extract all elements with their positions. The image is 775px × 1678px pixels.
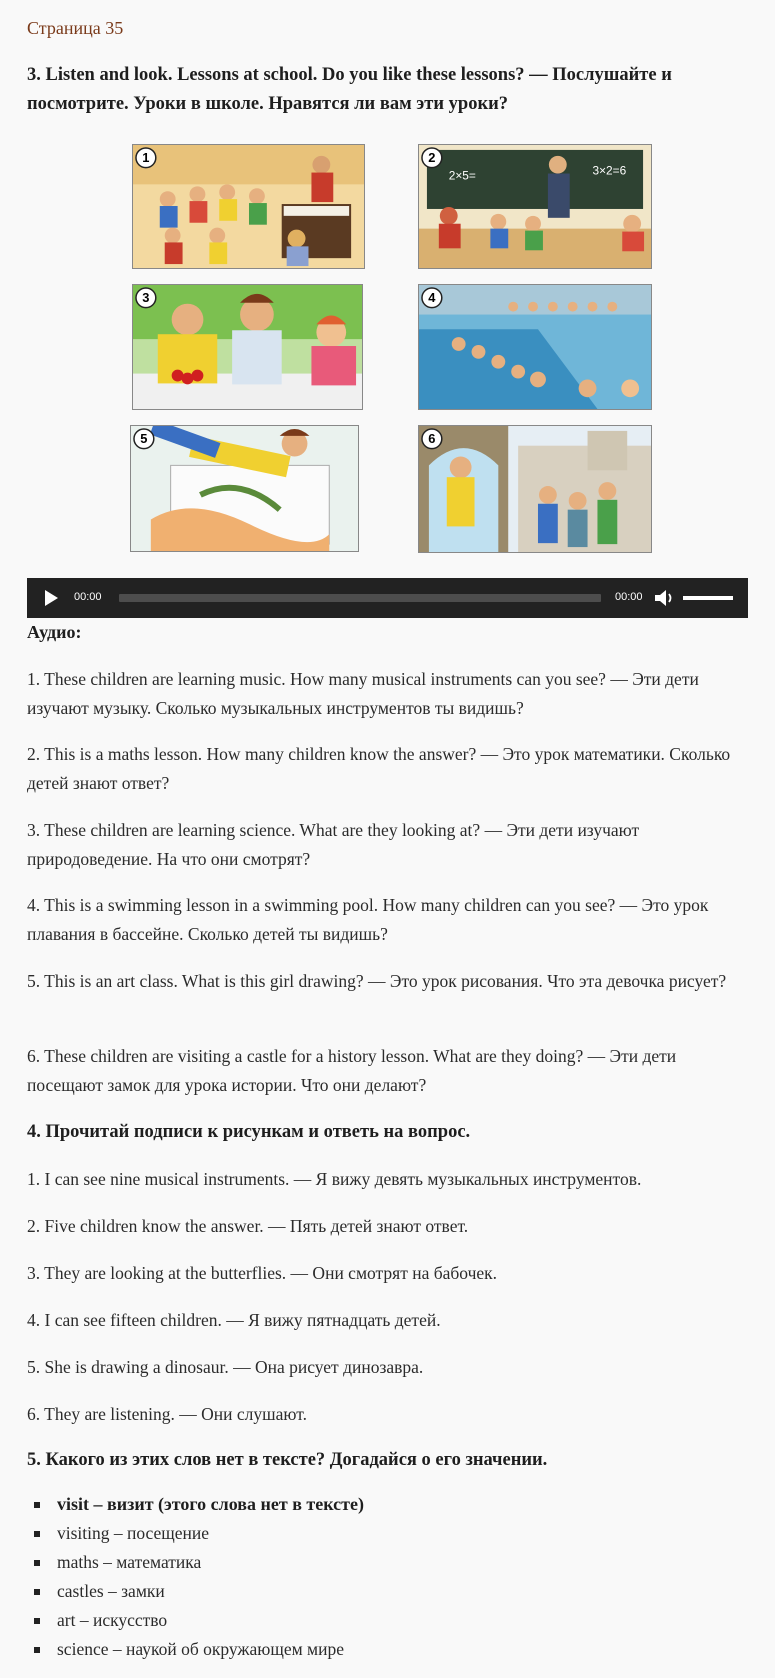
answer-2: 2. Five children know the answer. — Пять детей знают ответ. — [27, 1216, 469, 1236]
task-3-heading: 3. Listen and look. Lessons at school. Do you like these lessons? — Послушайте и посмотрите. Уроки в школе. Нравятся ли вам эти уроки? — [27, 65, 672, 114]
picture-number-6: 6 — [428, 431, 436, 447]
art-lesson-illustration — [130, 425, 359, 552]
page-label: Страница 35 — [27, 18, 124, 38]
picture-number-3: 3 — [142, 290, 150, 306]
answer-1: 1. I can see nine musical instruments. — Я вижу девять музыкальных инструментов. — [27, 1169, 642, 1189]
svg-text:2×5=: 2×5= — [448, 168, 476, 183]
play-icon[interactable] — [45, 590, 58, 606]
music-lesson-illustration — [132, 144, 365, 269]
audio-line-1: 1. These children are learning music. How many musical instruments can you see? — Эти дети изучают музыку. Сколько музыкальных инструментов ты видишь? — [27, 669, 699, 718]
audio-line-2: 2. This is a maths lesson. How many children know the answer? — Это урок математики. Сколько детей знают ответ? — [27, 744, 731, 793]
duration-time: 00:00 — [615, 591, 643, 603]
audio-line-3: 3. These children are learning science. What are they looking at? — Эти дети изучают природоведение. На что они смотрят? — [27, 820, 640, 869]
svg-text:3×2=6: 3×2=6 — [592, 163, 627, 178]
picture-number-4: 4 — [428, 290, 436, 306]
task-5-heading: 5. Какого из этих слов нет в тексте? Догадайся о его значении. — [27, 1450, 548, 1470]
swimming-lesson-illustration — [418, 284, 652, 410]
audio-title: Аудио: — [27, 622, 82, 642]
castle-history-illustration — [418, 425, 652, 553]
maths-lesson-illustration — [418, 144, 652, 269]
list-item: castles – замки — [27, 1577, 747, 1606]
list-item: visiting – посещение — [27, 1519, 747, 1548]
picture-number-2: 2 — [428, 150, 436, 166]
answer-3: 3. They are looking at the butterflies. — Они смотрят на бабочек. — [27, 1263, 498, 1283]
science-lesson-illustration — [132, 284, 363, 410]
list-item: art – искусство — [27, 1606, 747, 1635]
progress-track[interactable] — [119, 594, 601, 602]
audio-player — [27, 578, 748, 618]
answer-6: 6. They are listening. — Они слушают. — [27, 1404, 307, 1424]
task-4-heading: 4. Прочитай подписи к рисункам и ответь на вопрос. — [27, 1122, 471, 1142]
list-item: science – наукой об окружающем мире — [27, 1635, 747, 1664]
word-list — [27, 1490, 747, 1664]
list-item: maths – математика — [27, 1548, 747, 1577]
audio-line-5: 5. This is an art class. What is this girl drawing? — Это урок рисования. Что эта девочка рисует? — [27, 971, 727, 991]
audio-line-6: 6. These children are visiting a castle for a history lesson. What are they doing? — Эти дети посещают замок для урока истории. Что они делают? — [27, 1046, 677, 1095]
list-item: visit – визит (этого слова нет в тексте) — [27, 1490, 747, 1519]
answer-5: 5. She is drawing a dinosaur. — Она рисует динозавра. — [27, 1357, 424, 1377]
answer-4: 4. I can see fifteen children. — Я вижу пятнадцать детей. — [27, 1310, 441, 1330]
audio-line-4: 4. This is a swimming lesson in a swimming pool. How many children can you see? — Это урок плавания в бассейне. Сколько детей ты видишь? — [27, 895, 709, 944]
picture-number-5: 5 — [140, 431, 148, 447]
volume-icon[interactable] — [655, 589, 675, 607]
picture-number-1: 1 — [142, 150, 150, 166]
volume-slider[interactable] — [683, 596, 733, 600]
current-time: 00:00 — [74, 591, 102, 603]
